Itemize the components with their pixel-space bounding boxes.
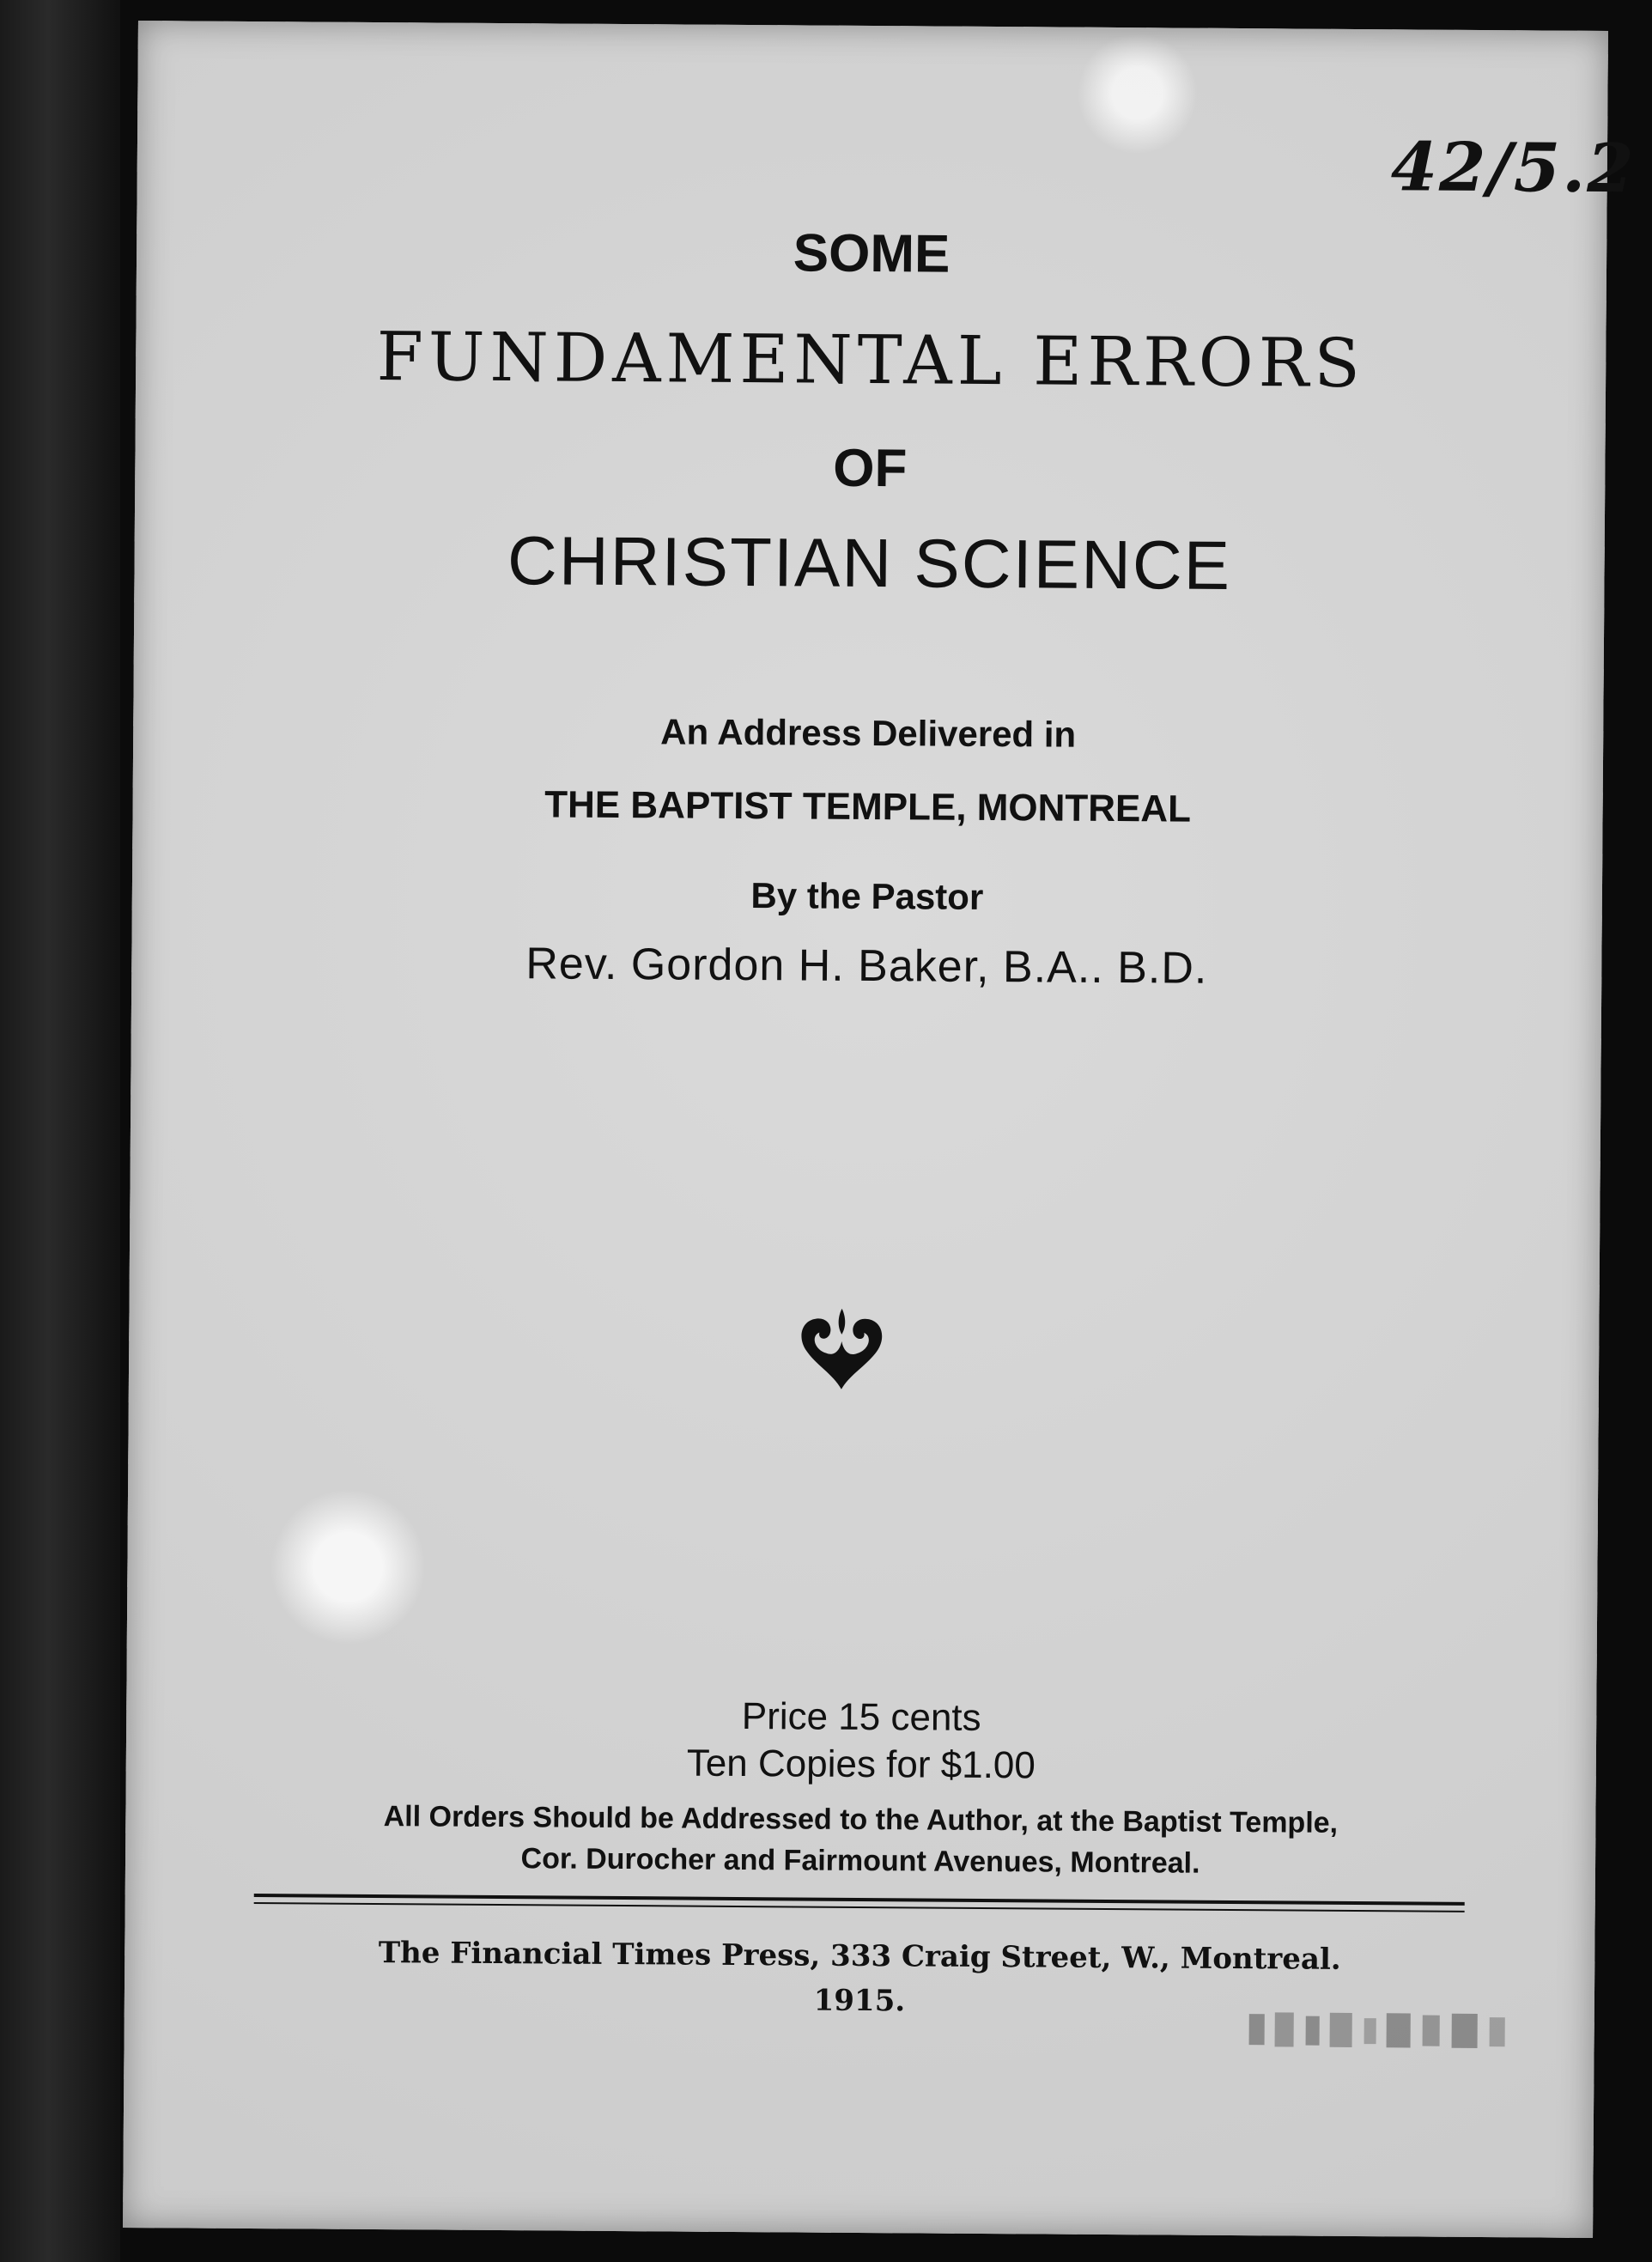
price-text: Price 15 cents [741, 1695, 981, 1739]
title-line-2: FUNDAMENTAL ERRORS [376, 319, 1366, 404]
author-name: Rev. Gordon H. Baker, B.A.. B.D. [525, 939, 1208, 994]
publisher-line: The Financial Times Press, 333 Craig Street, W., Montreal. [378, 1936, 1341, 1977]
order-line-2: Cor. Durocher and Fairmount Avenues, Montreal. [520, 1842, 1200, 1880]
handwritten-catalog-note: 42/5.2 [1390, 128, 1636, 209]
subtitle-line-1: An Address Delivered in [660, 711, 1077, 755]
scan-edge [0, 0, 120, 2262]
title-line-3: OF [833, 438, 908, 499]
publication-year: 1915. [813, 1983, 906, 2019]
title-line-1: SOME [793, 223, 951, 284]
order-instructions [125, 1794, 1596, 1887]
bulk-price-text: Ten Copies for $1.00 [686, 1742, 1036, 1787]
pamphlet-cover [123, 21, 1636, 2238]
byline-intro: By the Pastor [750, 875, 984, 917]
title-line-4: CHRISTIAN SCIENCE [507, 522, 1232, 604]
order-line-1: All Orders Should be Addressed to the Author, at the Baptist Temple, [383, 1800, 1339, 1839]
subtitle-line-2: THE BAPTIST TEMPLE, MONTREAL [544, 783, 1192, 830]
library-stamp-mark [1240, 2004, 1515, 2057]
fleuron-ornament-icon [790, 1296, 894, 1400]
